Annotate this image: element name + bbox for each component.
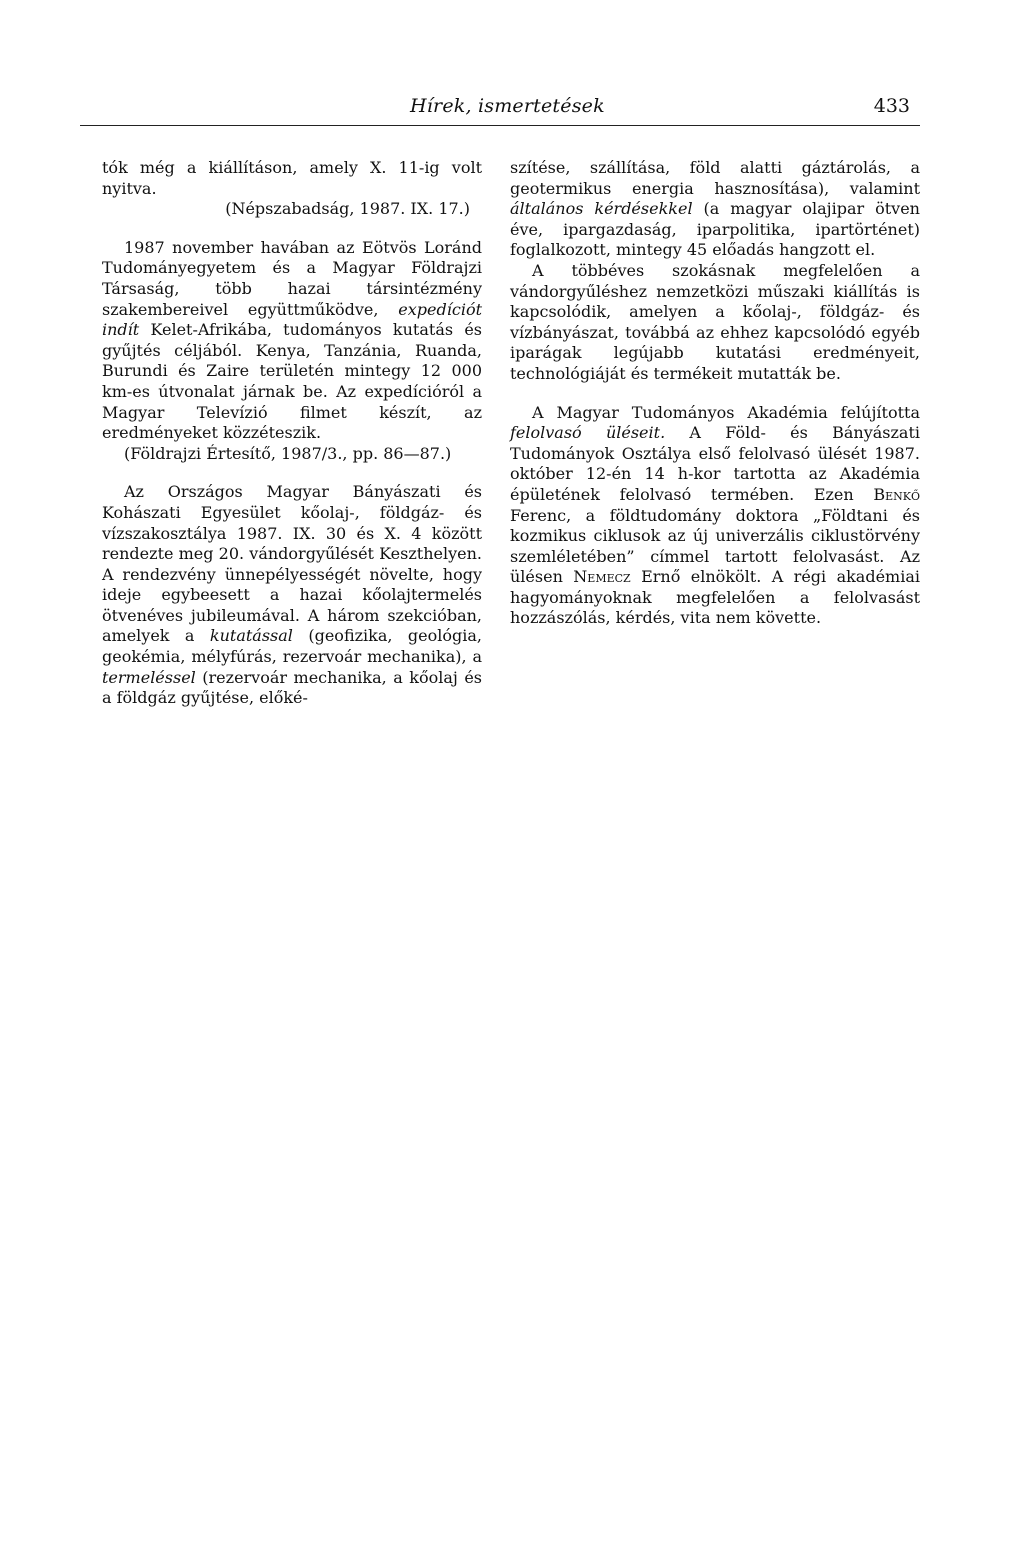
paragraph-academy <box>510 403 920 630</box>
citation-text: (Földrajzi Értesítő, 1987/3., pp. 86—87.) <box>124 443 452 463</box>
paragraph-gap <box>102 220 482 238</box>
paragraph-text: A többéves szokásnak megfelelően a vándorgyűléshez nemzetközi műszaki kiállítás is kapcsolódik, amelyen a kőolaj-, földgáz- és vízbányászat, továbbá az ehhez kapcsolódó egyéb iparágak legújabb kutatási eredményeit, technológiáját és termékeit mutatták be. <box>510 260 920 383</box>
paragraph-continuation <box>102 158 482 199</box>
emphasis-text: termeléssel <box>102 667 196 687</box>
paragraph-text: Az Országos Magyar Bányászati és Kohászati Egyesület kőolaj-, földgáz- és vízszakosztálya 1987. IX. 30 és X. 4 között rendezte meg 20. vándorgyűlését Keszthelyen. A rendezvény ünnepélyességét növelte, hogy ideje egybeesett a hazai kőolajtermelés ötvenéves jubileumával. A három szekcióban, amelyek a <box>102 482 482 646</box>
running-title: Hírek, ismertetések <box>410 95 605 117</box>
paragraph-text: Ernő elnökölt. A régi akadémiai hagyományoknak megfelelően a felolvasást hozzászólás, kérdés, vita nem követte. <box>510 567 920 628</box>
page-number: 433 <box>873 95 910 117</box>
right-column <box>510 158 920 629</box>
paragraph-text: 1987 november havában az Eötvös Loránd Tudományegyetem és a Magyar Földrajzi Társaság, több hazai társintézmény szakembereivel együttműködve, <box>102 237 482 319</box>
paragraph-text: tók még a kiállításon, amely X. 11-ig volt nyitva. <box>102 158 482 198</box>
paragraph-text: (geofizika, geológia, geokémia, mélyfúrás, rezervoár mechanika), a <box>102 626 482 667</box>
paragraph-gap <box>102 464 482 482</box>
header-rule <box>80 125 920 126</box>
person-name: Benkő <box>873 484 920 504</box>
page-header <box>80 95 920 127</box>
paragraph-text: A Föld- és Bányászati Tudományok Osztálya első felolvasó ülését 1987. október 12-én 14 h-kor tartotta az Akadémia épületének felolvasó termében. Ezen <box>510 423 921 504</box>
paragraph-text: Kelet-Afrikába, tudományos kutatás és gyűjtés céljából. Kenya, Tanzánia, Ruanda, Burundi és Zaire területén mintegy 12 000 km-es útvonalat járnak be. Az expedícióról a Magyar Televízió filmet készít, az eredményeket közzéteszik. <box>102 320 482 443</box>
paragraph-expedition <box>102 238 482 444</box>
paragraph-conference <box>102 482 482 709</box>
paragraph-text: (rezervoár mechanika, a kőolaj és a földgáz gyűjtése, előké- <box>102 667 482 708</box>
paragraph-text: (a magyar olajipar ötven éve, ipargazdaság, iparpolitika, ipartörténet) foglalkozott, mintegy 45 előadás hangzott el. <box>510 199 920 260</box>
emphasis-text: expedíciót indít <box>102 299 482 340</box>
emphasis-text: általános kérdésekkel <box>510 199 693 219</box>
source-citation <box>102 444 482 465</box>
paragraph-text: szítése, szállítása, föld alatti gáztárolás, a geotermikus energia hasznosítása), valamint <box>510 158 920 198</box>
paragraph-continuation <box>510 158 920 261</box>
emphasis-text: felolvasó üléseit. <box>510 423 666 443</box>
citation-text: (Népszabadság, 1987. IX. 17.) <box>225 199 470 219</box>
person-name: Nemecz <box>573 567 631 587</box>
paragraph-gap <box>510 385 920 403</box>
paragraph-exhibition <box>510 261 920 385</box>
left-column <box>102 158 482 709</box>
paragraph-text: A Magyar Tudományos Akadémia felújította <box>532 402 920 422</box>
source-citation <box>102 199 482 220</box>
emphasis-text: kutatással <box>209 626 293 646</box>
paragraph-text: Ferenc, a földtudomány doktora „Földtani és kozmikus ciklusok az új univerzális ciklustörvény szemléletében” címmel tartott felolvasást. Az ülésen <box>510 505 920 587</box>
